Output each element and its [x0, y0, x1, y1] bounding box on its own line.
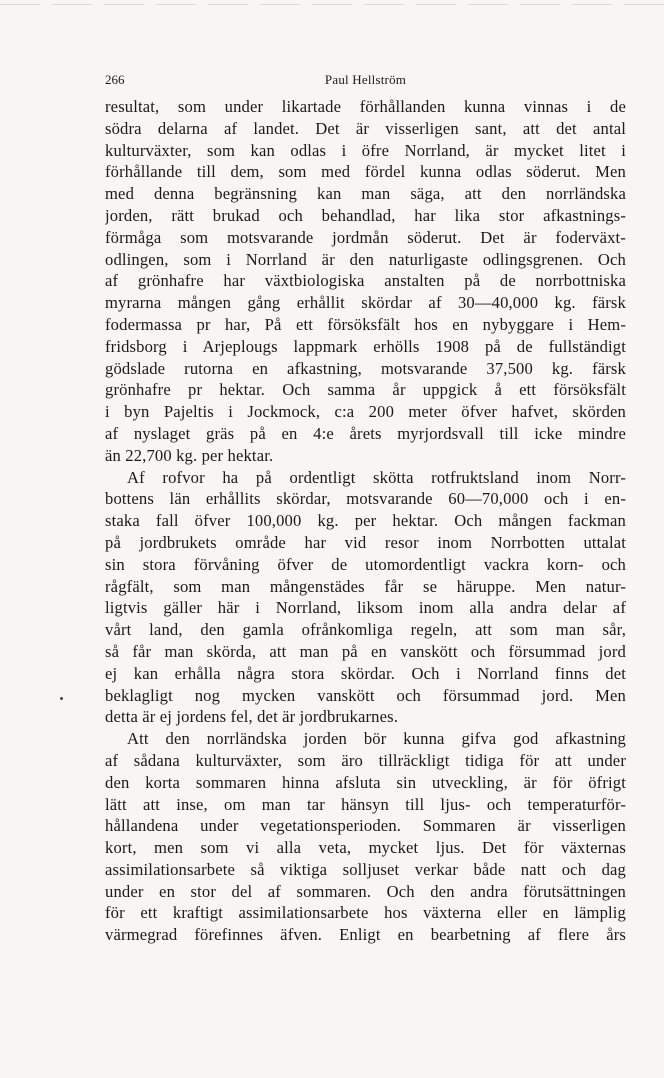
text-line: detta är ej jordens fel, det är jordbrukarnes. — [105, 707, 399, 727]
text-line: på jordbrukets område har vid resor inom Norrbotten uttalat — [105, 532, 626, 552]
text-line: för ett kraftigt assimilationsarbete hos växterna eller en lämplig — [105, 903, 626, 923]
text-line: fodermassa pr har, På ett försöksfält hos en nybyggare i Hem- — [105, 314, 626, 334]
text-line: än 22,700 kg. per hektar. — [105, 445, 274, 465]
text-line: hållandena under vegetationsperioden. Sommaren är visserligen — [105, 816, 626, 836]
text-line: staka fall öfver 100,000 kg. per hektar. Och mången fackman — [105, 511, 626, 531]
text-line: rågfält, som man mångenstädes får se häruppe. Men natur- — [105, 576, 626, 596]
text-line: jorden, rätt brukad och behandlad, har lika stor afkastnings- — [105, 205, 626, 225]
text-line: af sådana kulturväxter, som äro tillräckligt tidiga för att under — [105, 750, 626, 770]
text-line: Att den norrländska jorden bör kunna gifva god afkastning — [127, 729, 626, 749]
text-line: den korta sommaren hinna afsluta sin utveckling, är för öfrigt — [105, 772, 626, 792]
text-line: södra delarna af landet. Det är visserligen sant, att det antal — [105, 118, 626, 138]
text-line: under en stor del af sommaren. Och den andra förutsättningen — [105, 881, 626, 901]
text-line: myrarna mången gång erhållit skördar af 30—40,000 kg. färsk — [105, 293, 626, 313]
text-line: af grönhafre har växtbiologiska anstalten på de norrbottniska — [105, 271, 626, 291]
text-line: kort, men som vi alla veta, mycket ljus. Det för växternas — [105, 838, 626, 858]
text-line: fridsborg i Arjeplougs lappmark erhölls 1908 på de fullständigt — [105, 336, 626, 356]
text-line: odlingen, som i Norrland är den naturligaste odlingsgrenen. Och — [105, 249, 626, 269]
text-line: kulturväxter, som kan odlas i öfre Norrland, är mycket litet i — [105, 140, 626, 160]
running-title: Paul Hellström — [324, 72, 407, 87]
margin-speck — [60, 697, 63, 700]
scan-edge-line — [0, 4, 664, 5]
text-line: gödslade rutorna en afkastning, motsvarande 37,500 kg. färsk — [105, 358, 626, 378]
body-text — [105, 96, 626, 946]
text-line: assimilationsarbete så viktiga solljuset verkar både natt och dag — [105, 859, 626, 879]
text-line: värmegrad förefinnes äfven. Enligt en bearbetning af flere års — [105, 925, 626, 945]
text-line: beklagligt nog mycken vanskött och försummad jord. Men — [105, 685, 626, 705]
text-line: ej kan erhålla några stora skördar. Och i Norrland finns det — [105, 663, 626, 683]
text-line: af nyslaget gräs på en 4:e årets myrjordsvall till icke mindre — [105, 423, 626, 443]
text-line: grönhafre pr hektar. Och samma år uppgick å ett försöksfält — [105, 380, 626, 400]
page-number: 266 — [105, 72, 125, 87]
text-line: resultat, som under likartade förhållanden kunna vinnas i de — [105, 97, 626, 116]
text-line: förmåga som motsvarande jordmån söderut. Det är foderväxt- — [105, 227, 626, 247]
text-line: lätt att inse, om man tar hänsyn till ljus- och temperaturför- — [105, 794, 626, 814]
text-line: Af rofvor ha på ordentligt skötta rotfruktsland inom Norr- — [127, 467, 626, 487]
text-line: så får man skörda, att man på en vanskött och försummad jord — [105, 641, 626, 661]
text-line: sin stora förvåning öfver de utomordentligt vackra korn- och — [105, 554, 626, 574]
text-line: ligtvis gäller här i Norrland, liksom inom alla andra delar af — [105, 598, 626, 618]
running-head — [105, 70, 626, 90]
text-line: förhållande till dem, som med fördel kunna odlas söderut. Men — [105, 162, 626, 182]
text-line: bottens län erhållits skördar, motsvarande 60—70,000 och i en- — [105, 489, 626, 509]
text-line: vårt land, den gamla ofrånkomliga regeln, att som man sår, — [105, 620, 626, 640]
text-line: i byn Pajeltis i Jockmock, c:a 200 meter öfver hafvet, skörden — [105, 402, 626, 422]
text-line: med denna begränsning kan man säga, att den norrländska — [105, 184, 626, 204]
